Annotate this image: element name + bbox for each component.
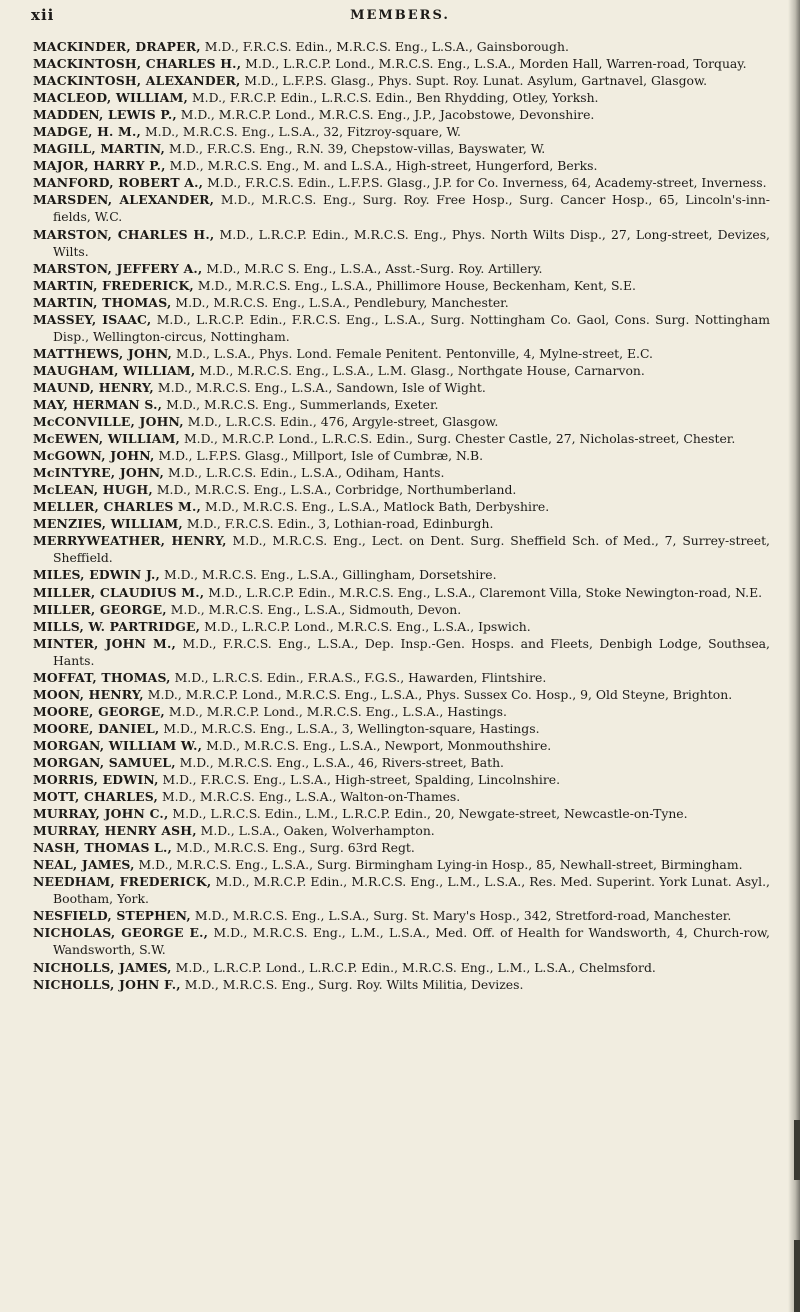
- member-entry: [33, 686, 770, 703]
- member-entry: [33, 106, 770, 123]
- member-details: M.D., L.R.C.S. Edin., L.M., L.R.C.P. Edin., 20, Newgate-street, Newcastle-on-Tyne.: [168, 806, 688, 822]
- member-details: M.D., L.F.P.S. Glasg., Phys. Supt. Roy. Lunat. Asylum, Gartnavel, Glasgow.: [240, 73, 708, 89]
- member-list: [33, 38, 770, 993]
- member-details: M.D., F.R.C.S. Edin., M.R.C.S. Eng., L.S.A., Gainsborough.: [200, 39, 569, 54]
- member-details: M.D., M.R.C S. Eng., L.S.A., Asst.-Surg. Roy. Artillery.: [202, 260, 543, 276]
- page-number: xii: [31, 6, 55, 24]
- member-entry: [33, 362, 770, 379]
- member-details: M.D., F.R.C.S. Eng., R.N. 39, Chepstow-villas, Bayswater, W.: [165, 141, 546, 157]
- member-name: McLEAN, HUGH,: [33, 482, 153, 498]
- member-name: MORRIS, EDWIN,: [33, 772, 159, 788]
- member-name: NICHOLLS, JAMES,: [33, 959, 172, 975]
- member-details: M.D., F.R.C.P. Edin., L.R.C.S. Edin., Ben Rhydding, Otley, Yorksh.: [188, 90, 599, 106]
- member-details: M.D., M.R.C.S. Eng., Surg. Roy. Free Hosp., Surg. Cancer Hosp., 65, Lincoln's-inn-fields, W.C.: [53, 192, 770, 225]
- member-name: MOON, HENRY,: [33, 686, 144, 702]
- member-entry: [33, 379, 770, 396]
- member-entry: [33, 754, 770, 771]
- member-name: MILLS, W. PARTRIDGE,: [33, 618, 201, 634]
- member-entry: [33, 55, 770, 72]
- member-name: MILES, EDWIN J.,: [33, 567, 161, 583]
- member-details: M.D., L.R.C.P. Edin., M.R.C.S. Eng., L.S.A., Claremont Villa, Stoke Newington-road, N.E.: [204, 584, 763, 600]
- member-name: NICHOLLS, JOHN F.,: [33, 976, 181, 992]
- member-name: MINTER, JOHN M.,: [33, 635, 176, 651]
- member-entry: [33, 822, 770, 839]
- member-entry: [33, 584, 770, 601]
- member-details: M.D., L.R.C.S. Edin., 476, Argyle-street, Glasgow.: [183, 414, 499, 430]
- member-entry: [33, 805, 770, 822]
- member-entry: [33, 635, 770, 669]
- member-entry: [33, 157, 770, 174]
- member-entry: [33, 174, 770, 191]
- member-entry: [33, 498, 770, 515]
- member-name: MORGAN, WILLIAM W.,: [33, 737, 203, 753]
- member-entry: [33, 873, 770, 907]
- member-entry: [33, 413, 770, 430]
- member-details: M.D., M.R.C.S. Eng., L.S.A., Sidmouth, Devon.: [166, 601, 462, 617]
- member-name: MADGE, H. M.,: [33, 124, 142, 140]
- member-name: MILLER, CLAUDIUS M.,: [33, 584, 205, 600]
- member-entry: [33, 737, 770, 754]
- page-edge-mark: [794, 1240, 800, 1312]
- member-name: MOTT, CHARLES,: [33, 789, 159, 805]
- member-entry: [33, 311, 770, 345]
- member-name: MARTIN, THOMAS,: [33, 294, 172, 310]
- member-entry: [33, 38, 770, 55]
- member-details: M.D., M.R.C.S. Eng., L.S.A., Sandown, Isle of Wight.: [153, 379, 486, 395]
- member-details: M.D., M.R.C.S. Eng., L.S.A., Matlock Bath, Derbyshire.: [201, 499, 550, 515]
- member-entry: [33, 464, 770, 481]
- member-details: M.D., L.S.A., Phys. Lond. Female Penitent. Pentonville, 4, Mylne-street, E.C.: [172, 345, 653, 361]
- member-entry: [33, 771, 770, 788]
- member-entry: [33, 345, 770, 362]
- member-details: M.D., L.R.C.P. Lond., L.R.C.P. Edin., M.R.C.S. Eng., L.M., L.S.A., Chelmsford.: [171, 959, 656, 975]
- member-name: MARSDEN, ALEXANDER,: [33, 192, 215, 208]
- member-name: MOORE, DANIEL,: [33, 720, 160, 736]
- member-name: MURRAY, HENRY ASH,: [33, 823, 197, 839]
- member-name: McCONVILLE, JOHN,: [33, 414, 184, 430]
- member-name: NICHOLAS, GEORGE E.,: [33, 925, 209, 941]
- member-name: MANFORD, ROBERT A.,: [33, 175, 204, 191]
- member-details: M.D., M.R.C.P. Lond., M.R.C.S. Eng., L.S.A., Phys. Sussex Co. Hosp., 9, Old Steyne, Brighton.: [143, 686, 733, 702]
- member-details: M.D., L.R.C.S. Edin., F.R.A.S., F.G.S., Hawarden, Flintshire.: [170, 669, 547, 685]
- member-entry: [33, 720, 770, 737]
- member-details: M.D., M.R.C.S. Eng., L.S.A., Pendlebury, Manchester.: [171, 294, 509, 310]
- page-edge-shadow: [788, 0, 800, 1312]
- member-name: MAUND, HENRY,: [33, 379, 154, 395]
- member-entry: [33, 123, 770, 140]
- member-name: NESFIELD, STEPHEN,: [33, 908, 191, 924]
- member-details: M.D., M.R.C.S. Eng., L.S.A., Surg. St. Mary's Hosp., 342, Stretford-road, Manchester.: [190, 908, 732, 924]
- member-details: M.D., M.R.C.S. Eng., L.S.A., Gillingham, Dorsetshire.: [160, 567, 497, 583]
- member-name: MOORE, GEORGE,: [33, 703, 165, 719]
- member-name: MARSTON, CHARLES H.,: [33, 226, 215, 242]
- member-entry: [33, 396, 770, 413]
- member-name: MACKINTOSH, ALEXANDER,: [33, 73, 241, 89]
- member-entry: [33, 481, 770, 498]
- member-details: M.D., M.R.C.S. Eng., L.S.A., Corbridge, Northumberland.: [152, 482, 517, 498]
- member-details: M.D., M.R.C.S. Eng., L.S.A., 46, Rivers-street, Bath.: [175, 754, 504, 770]
- member-details: M.D., M.R.C.S. Eng., Surg. 63rd Regt.: [172, 840, 415, 856]
- member-entry: [33, 226, 770, 260]
- member-entry: [33, 140, 770, 157]
- member-details: M.D., M.R.C.S. Eng., L.S.A., Phillimore House, Beckenham, Kent, S.E.: [193, 277, 636, 293]
- member-name: MAUGHAM, WILLIAM,: [33, 362, 196, 378]
- member-name: MURRAY, JOHN C.,: [33, 806, 169, 822]
- member-name: MATTHEWS, JOHN,: [33, 345, 173, 361]
- member-entry: [33, 566, 770, 583]
- member-details: M.D., M.R.C.S. Eng., L.M., L.S.A., Med. Off. of Health for Wandsworth, 4, Church-row, Wandsworth, S.W.: [53, 925, 770, 958]
- member-details: M.D., L.R.C.P. Lond., M.R.C.S. Eng., L.S.A., Ipswich.: [200, 618, 531, 634]
- member-name: MORGAN, SAMUEL,: [33, 754, 176, 770]
- member-details: M.D., L.R.C.P. Edin., F.R.C.S. Eng., L.S.A., Surg. Nottingham Co. Gaol, Cons. Surg. Nottingham Disp., Wellington-circus, Nottingham.: [53, 311, 770, 344]
- member-details: M.D., M.R.C.S. Eng., L.S.A., 32, Fitzroy-square, W.: [141, 124, 461, 140]
- member-name: McGOWN, JOHN,: [33, 448, 155, 464]
- member-entry: [33, 72, 770, 89]
- member-name: MACKINTOSH, CHARLES H.,: [33, 56, 242, 72]
- member-name: NEEDHAM, FREDERICK,: [33, 874, 212, 890]
- member-entry: [33, 277, 770, 294]
- member-name: NASH, THOMAS L.,: [33, 840, 173, 856]
- member-entry: [33, 856, 770, 873]
- member-details: M.D., M.R.C.S. Eng., M. and L.S.A., High-street, Hungerford, Berks.: [165, 158, 598, 174]
- member-name: MASSEY, ISAAC,: [33, 311, 152, 327]
- member-details: M.D., L.R.C.P. Lond., M.R.C.S. Eng., L.S.A., Morden Hall, Warren-road, Torquay.: [241, 56, 747, 72]
- member-name: MAGILL, MARTIN,: [33, 141, 166, 157]
- member-entry: [33, 515, 770, 532]
- member-details: M.D., M.R.C.S. Eng., L.S.A., Surg. Birmingham Lying-in Hosp., 85, Newhall-street, Birmingham.: [134, 857, 743, 873]
- member-name: MOFFAT, THOMAS,: [33, 669, 171, 685]
- member-name: MARTIN, FREDERICK,: [33, 277, 194, 293]
- member-details: M.D., M.R.C.S. Eng., L.S.A., Walton-on-Thames.: [158, 789, 461, 805]
- member-entry: [33, 703, 770, 720]
- member-details: M.D., M.R.C.P. Lond., M.R.C.S. Eng., J.P., Jacobstowe, Devonshire.: [176, 107, 595, 123]
- member-details: M.D., M.R.C.P. Lond., L.R.C.S. Edin., Surg. Chester Castle, 27, Nicholas-street, Chester.: [180, 431, 736, 447]
- member-entry: [33, 191, 770, 225]
- member-details: M.D., L.S.A., Oaken, Wolverhampton.: [196, 823, 435, 839]
- member-entry: [33, 924, 770, 958]
- page-edge-mark: [794, 1120, 800, 1180]
- member-name: NEAL, JAMES,: [33, 857, 135, 873]
- member-details: M.D., M.R.C.S. Eng., Surg. Roy. Wilts Militia, Devizes.: [180, 976, 524, 992]
- member-details: M.D., M.R.C.S. Eng., L.S.A., Newport, Monmouthshire.: [202, 737, 552, 753]
- member-entry: [33, 447, 770, 464]
- member-details: M.D., F.R.C.S. Edin., L.F.P.S. Glasg., J.P. for Co. Inverness, 64, Academy-street, Inverness.: [203, 175, 767, 191]
- member-name: McEWEN, WILLIAM,: [33, 431, 180, 447]
- member-entry: [33, 907, 770, 924]
- member-entry: [33, 788, 770, 805]
- member-details: M.D., F.R.C.S. Eng., L.S.A., High-street, Spalding, Lincolnshire.: [158, 772, 561, 788]
- member-name: MACLEOD, WILLIAM,: [33, 90, 189, 106]
- member-entry: [33, 839, 770, 856]
- member-name: MELLER, CHARLES M.,: [33, 499, 201, 515]
- member-entry: [33, 294, 770, 311]
- member-entry: [33, 669, 770, 686]
- member-name: MARSTON, JEFFERY A.,: [33, 260, 203, 276]
- member-entry: [33, 532, 770, 566]
- member-details: M.D., L.F.P.S. Glasg., Millport, Isle of Cumbræ, N.B.: [154, 448, 484, 464]
- member-details: M.D., F.R.C.S. Edin., 3, Lothian-road, Edinburgh.: [182, 516, 494, 532]
- member-details: M.D., F.R.C.S. Eng., L.S.A., Dep. Insp.-Gen. Hosps. and Fleets, Denbigh Lodge, Southsea, Hants.: [53, 635, 770, 668]
- page-header: [0, 6, 800, 30]
- member-entry: [33, 89, 770, 106]
- member-name: MACKINDER, DRAPER,: [33, 39, 201, 54]
- member-name: MENZIES, WILLIAM,: [33, 516, 183, 532]
- member-entry: [33, 618, 770, 635]
- member-details: M.D., M.R.C.S. Eng., L.S.A., 3, Wellington-square, Hastings.: [159, 720, 540, 736]
- member-name: MADDEN, LEWIS P.,: [33, 107, 177, 123]
- member-name: MAY, HERMAN S.,: [33, 396, 163, 412]
- member-details: M.D., M.R.C.S. Eng., L.S.A., L.M. Glasg., Northgate House, Carnarvon.: [195, 362, 645, 378]
- member-details: M.D., M.R.C.S. Eng., Summerlands, Exeter.: [162, 396, 439, 412]
- member-details: M.D., L.R.C.S. Edin., L.S.A., Odiham, Hants.: [164, 465, 445, 481]
- member-entry: [33, 959, 770, 976]
- running-head: MEMBERS.: [350, 8, 450, 23]
- member-details: M.D., M.R.C.P. Edin., M.R.C.S. Eng., L.M., L.S.A., Res. Med. Superint. York Lunat. Asyl., Bootham, York.: [53, 874, 770, 907]
- member-details: M.D., M.R.C.P. Lond., M.R.C.S. Eng., L.S.A., Hastings.: [164, 703, 507, 719]
- member-entry: [33, 260, 770, 277]
- member-name: McINTYRE, JOHN,: [33, 465, 165, 481]
- member-name: MAJOR, HARRY P.,: [33, 158, 166, 174]
- member-entry: [33, 976, 770, 993]
- member-name: MERRYWEATHER, HENRY,: [33, 533, 227, 549]
- member-details: M.D., M.R.C.S. Eng., Lect. on Dent. Surg. Sheffield Sch. of Med., 7, Surrey-street, Sheffield.: [53, 533, 770, 566]
- member-entry: [33, 430, 770, 447]
- member-name: MILLER, GEORGE,: [33, 601, 167, 617]
- member-entry: [33, 601, 770, 618]
- member-details: M.D., L.R.C.P. Edin., M.R.C.S. Eng., Phys. North Wilts Disp., 27, Long-street, Devizes, Wilts.: [53, 226, 770, 259]
